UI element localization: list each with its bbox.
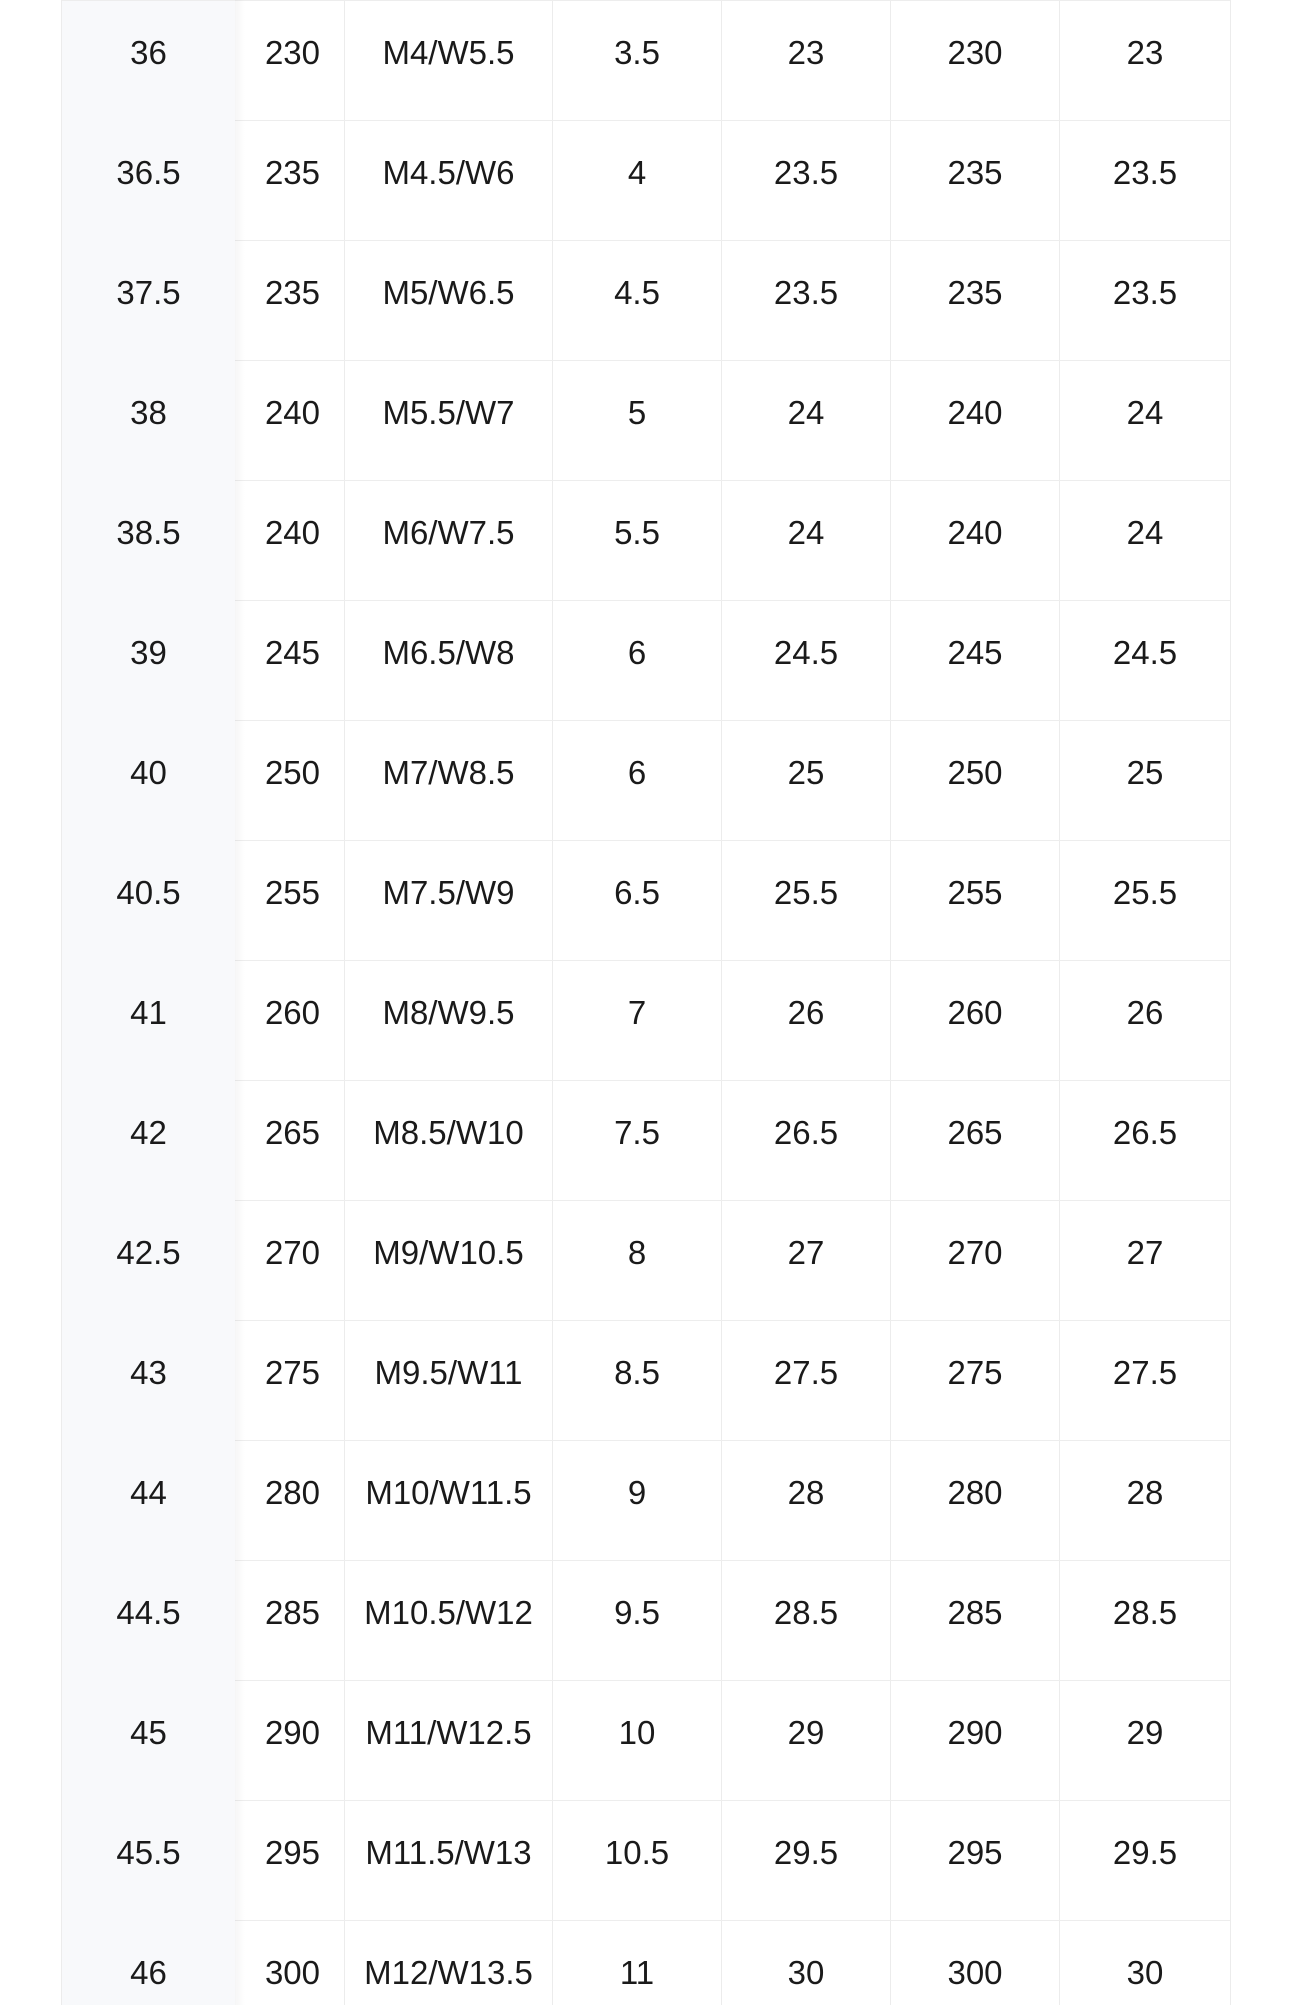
cell-kr-size: 240 xyxy=(891,481,1060,601)
cell-mm-length-text: 275 xyxy=(264,1354,320,1391)
cell-jp-size: 24 xyxy=(1126,514,1164,551)
cell-us-size: M6/W7.5 xyxy=(345,481,553,601)
cell-cm-length: 27 xyxy=(722,1201,891,1321)
cell-jp-size: 25.5 xyxy=(1112,874,1178,911)
cell-us-size: M11.5/W13 xyxy=(345,1801,553,1921)
cell-mm-length-text: 230 xyxy=(264,34,320,71)
cell-cm-length: 30 xyxy=(722,1921,891,2005)
cell-mm-length-text: 240 xyxy=(264,514,320,551)
cell-eu-size: 44.5 xyxy=(62,1561,235,1681)
cell-kr-size: 245 xyxy=(891,601,1060,721)
table-row xyxy=(62,1080,1230,1200)
cell-mm-length-text: 290 xyxy=(264,1714,320,1751)
cell-mm-length xyxy=(235,121,345,241)
table-row xyxy=(62,480,1230,600)
cell-kr-size: 270 xyxy=(891,1201,1060,1321)
cell-uk-size: 9 xyxy=(553,1441,722,1561)
cell-kr-size: 260 xyxy=(891,961,1060,1081)
cell-kr-size: 230 xyxy=(891,1,1060,121)
cell-kr-size: 280 xyxy=(891,1441,1060,1561)
cell-uk-size: 3.5 xyxy=(553,1,722,121)
cell-mm-length xyxy=(235,601,345,721)
cell-mm-length xyxy=(235,1,345,121)
cell-kr-size: 285 xyxy=(891,1561,1060,1681)
cell-us-size: M10/W11.5 xyxy=(345,1441,553,1561)
cell-mm-length xyxy=(235,1201,345,1321)
cell-eu-size: 42.5 xyxy=(62,1201,235,1321)
cell-mm-length xyxy=(235,961,345,1081)
cell-mm-length xyxy=(235,1321,345,1441)
cell-uk-size: 8 xyxy=(553,1201,722,1321)
cell-jp-size: 26.5 xyxy=(1112,1114,1178,1151)
cell-jp-size: 27 xyxy=(1126,1234,1164,1271)
cell-uk-size: 4 xyxy=(553,121,722,241)
cell-jp-size: 28 xyxy=(1126,1474,1164,1511)
table-row xyxy=(62,1560,1230,1680)
cell-cm-length: 26 xyxy=(722,961,891,1081)
table-row xyxy=(62,1680,1230,1800)
cell-jp-size: 25 xyxy=(1126,754,1164,791)
cell-us-size: M4/W5.5 xyxy=(345,1,553,121)
cell-mm-length-text: 245 xyxy=(264,634,320,671)
cell-us-size: M6.5/W8 xyxy=(345,601,553,721)
table-row xyxy=(62,240,1230,360)
cell-kr-size: 240 xyxy=(891,361,1060,481)
cell-mm-length-text: 260 xyxy=(264,994,320,1031)
cell-uk-size: 6 xyxy=(553,601,722,721)
cell-kr-size: 255 xyxy=(891,841,1060,961)
cell-kr-size: 250 xyxy=(891,721,1060,841)
cell-jp-size: 26 xyxy=(1126,994,1164,1031)
cell-uk-size: 10.5 xyxy=(553,1801,722,1921)
cell-uk-size: 6 xyxy=(553,721,722,841)
size-chart-table[interactable] xyxy=(61,0,1231,2005)
cell-uk-size: 8.5 xyxy=(553,1321,722,1441)
cell-mm-length-text: 255 xyxy=(264,874,320,911)
cell-uk-size: 11 xyxy=(553,1921,722,2005)
cell-mm-length xyxy=(235,1561,345,1681)
cell-us-size: M7.5/W9 xyxy=(345,841,553,961)
cell-jp-size: 23.5 xyxy=(1112,274,1178,311)
cell-us-size: M5.5/W7 xyxy=(345,361,553,481)
cell-mm-length xyxy=(235,1081,345,1201)
cell-us-size: M9/W10.5 xyxy=(345,1201,553,1321)
cell-eu-size: 44 xyxy=(62,1441,235,1561)
cell-us-size: M8/W9.5 xyxy=(345,961,553,1081)
cell-jp-size: 29 xyxy=(1126,1714,1164,1751)
cell-eu-size: 36 xyxy=(62,1,235,121)
cell-us-size: M11/W12.5 xyxy=(345,1681,553,1801)
cell-cm-length: 24 xyxy=(722,481,891,601)
cell-cm-length: 24 xyxy=(722,361,891,481)
cell-eu-size: 36.5 xyxy=(62,121,235,241)
cell-eu-size: 40 xyxy=(62,721,235,841)
cell-cm-length: 24.5 xyxy=(722,601,891,721)
table-row xyxy=(62,120,1230,240)
cell-mm-length xyxy=(235,1921,345,2005)
cell-eu-size: 43 xyxy=(62,1321,235,1441)
table-row xyxy=(62,720,1230,840)
cell-mm-length-text: 235 xyxy=(264,154,320,191)
cell-eu-size: 41 xyxy=(62,961,235,1081)
cell-eu-size: 40.5 xyxy=(62,841,235,961)
table-row xyxy=(62,960,1230,1080)
cell-cm-length: 23.5 xyxy=(722,121,891,241)
cell-jp-size: 23 xyxy=(1126,34,1164,71)
cell-kr-size: 290 xyxy=(891,1681,1060,1801)
cell-eu-size: 42 xyxy=(62,1081,235,1201)
cell-cm-length: 28.5 xyxy=(722,1561,891,1681)
cell-kr-size: 265 xyxy=(891,1081,1060,1201)
cell-us-size: M12/W13.5 xyxy=(345,1921,553,2005)
table-row xyxy=(62,1920,1230,2005)
cell-uk-size: 7.5 xyxy=(553,1081,722,1201)
cell-uk-size: 5.5 xyxy=(553,481,722,601)
cell-us-size: M9.5/W11 xyxy=(345,1321,553,1441)
table-row xyxy=(62,360,1230,480)
cell-us-size: M10.5/W12 xyxy=(345,1561,553,1681)
cell-mm-length-text: 250 xyxy=(264,754,320,791)
cell-mm-length-text: 285 xyxy=(264,1594,320,1631)
cell-mm-length-text: 240 xyxy=(264,394,320,431)
cell-mm-length-text: 265 xyxy=(264,1114,320,1151)
cell-mm-length xyxy=(235,841,345,961)
cell-mm-length xyxy=(235,1441,345,1561)
cell-uk-size: 6.5 xyxy=(553,841,722,961)
cell-eu-size: 39 xyxy=(62,601,235,721)
cell-mm-length-text: 235 xyxy=(264,274,320,311)
cell-kr-size: 295 xyxy=(891,1801,1060,1921)
cell-jp-size: 30 xyxy=(1126,1954,1164,1991)
cell-mm-length xyxy=(235,1681,345,1801)
cell-uk-size: 9.5 xyxy=(553,1561,722,1681)
cell-cm-length: 27.5 xyxy=(722,1321,891,1441)
cell-cm-length: 23.5 xyxy=(722,241,891,361)
cell-mm-length-text: 270 xyxy=(264,1234,320,1271)
table-row xyxy=(62,1200,1230,1320)
cell-mm-length xyxy=(235,1801,345,1921)
cell-jp-size: 27.5 xyxy=(1112,1354,1178,1391)
cell-uk-size: 4.5 xyxy=(553,241,722,361)
cell-jp-size: 23.5 xyxy=(1112,154,1178,191)
cell-mm-length xyxy=(235,241,345,361)
table-row xyxy=(62,840,1230,960)
cell-kr-size: 275 xyxy=(891,1321,1060,1441)
cell-jp-size: 29.5 xyxy=(1112,1834,1178,1871)
cell-mm-length-text: 280 xyxy=(264,1474,320,1511)
cell-kr-size: 300 xyxy=(891,1921,1060,2005)
cell-mm-length xyxy=(235,481,345,601)
table-row xyxy=(62,1800,1230,1920)
cell-jp-size: 28.5 xyxy=(1112,1594,1178,1631)
cell-us-size: M8.5/W10 xyxy=(345,1081,553,1201)
cell-cm-length: 29.5 xyxy=(722,1801,891,1921)
cell-cm-length: 28 xyxy=(722,1441,891,1561)
cell-us-size: M7/W8.5 xyxy=(345,721,553,841)
cell-mm-length-text: 295 xyxy=(264,1834,320,1871)
cell-mm-length-text: 300 xyxy=(264,1954,320,1991)
cell-jp-size: 24 xyxy=(1126,394,1164,431)
cell-eu-size: 37.5 xyxy=(62,241,235,361)
table-row xyxy=(62,0,1230,120)
cell-eu-size: 38.5 xyxy=(62,481,235,601)
cell-uk-size: 5 xyxy=(553,361,722,481)
cell-kr-size: 235 xyxy=(891,121,1060,241)
cell-cm-length: 25.5 xyxy=(722,841,891,961)
cell-cm-length: 26.5 xyxy=(722,1081,891,1201)
cell-eu-size: 38 xyxy=(62,361,235,481)
cell-eu-size: 45 xyxy=(62,1681,235,1801)
cell-mm-length xyxy=(235,721,345,841)
cell-us-size: M4.5/W6 xyxy=(345,121,553,241)
table-row xyxy=(62,600,1230,720)
cell-mm-length xyxy=(235,361,345,481)
table-row xyxy=(62,1440,1230,1560)
cell-jp-size: 24.5 xyxy=(1112,634,1178,671)
cell-cm-length: 23 xyxy=(722,1,891,121)
cell-uk-size: 7 xyxy=(553,961,722,1081)
table-row xyxy=(62,1320,1230,1440)
cell-uk-size: 10 xyxy=(553,1681,722,1801)
cell-cm-length: 29 xyxy=(722,1681,891,1801)
cell-cm-length: 25 xyxy=(722,721,891,841)
cell-kr-size: 235 xyxy=(891,241,1060,361)
cell-eu-size: 45.5 xyxy=(62,1801,235,1921)
cell-eu-size: 46 xyxy=(62,1921,235,2005)
cell-us-size: M5/W6.5 xyxy=(345,241,553,361)
